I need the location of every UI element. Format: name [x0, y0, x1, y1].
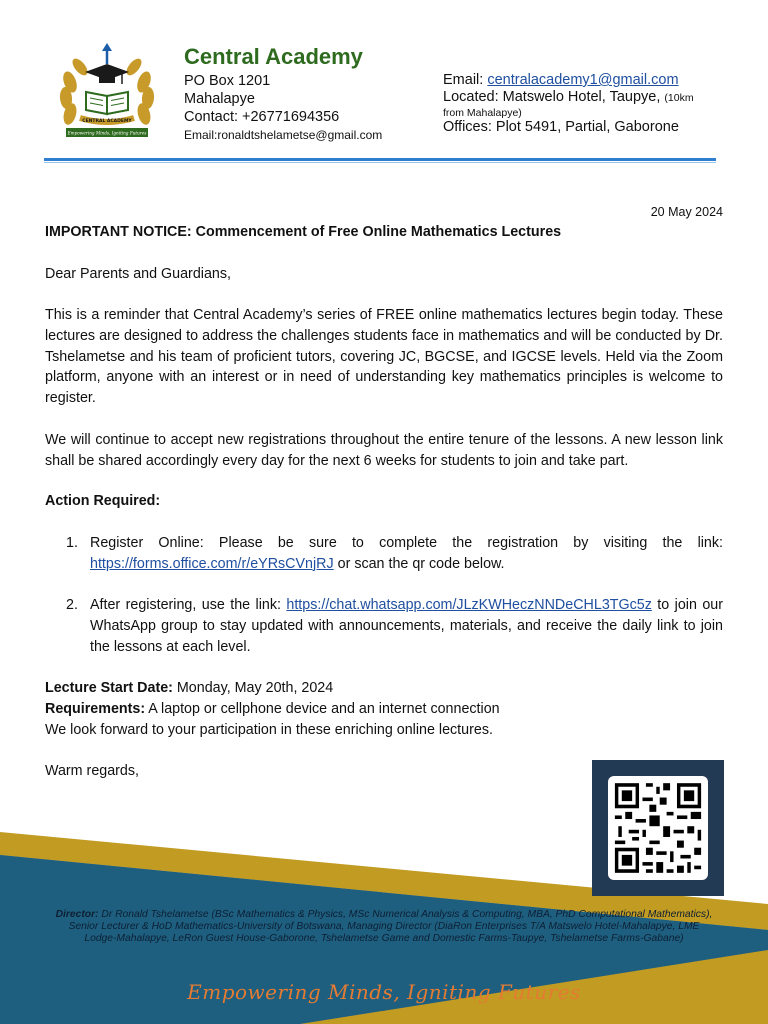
registration-link[interactable]: https://forms.office.com/r/eYRsCVnjRJ: [90, 555, 334, 572]
list-number: 2.: [66, 597, 78, 613]
contact-block: [443, 72, 694, 136]
director-label: Director:: [55, 909, 99, 920]
academy-logo: [52, 42, 162, 142]
requirements-label: Requirements:: [45, 700, 146, 717]
location-text: Located: Matswelo Hotel, Taupye,: [443, 89, 665, 105]
lecture-details: [45, 678, 723, 740]
qr-code[interactable]: [608, 776, 708, 880]
qr-code-icon: [608, 776, 708, 880]
address-line: PO Box 1201: [184, 73, 271, 89]
paragraph-intro: This is a reminder that Central Academy’s series of FREE online mathematics lectures begin today. These lectures are designed to address the challenges students face in mathematics and will be conducted by Dr. Tshelametse and his team of proficient tutors, covering JC, BGCSE, and IGCSE levels. Held via the Zoom platform, anyone with an interest or in need of understanding key mathematics principles is welcome to register.: [45, 307, 723, 407]
closing: Warm regards,: [45, 763, 140, 779]
start-date-line: [45, 678, 723, 699]
requirements-value: A laptop or cellphone device and an internet connection: [145, 700, 500, 717]
forward-line: We look forward to your participation in these enriching online lectures.: [45, 721, 493, 738]
list-number: 1.: [66, 535, 78, 551]
academy-name: Central Academy: [184, 44, 363, 69]
start-date-label: Lecture Start Date:: [45, 680, 173, 696]
paragraph-registrations: We will continue to accept new registrations throughout the entire tenure of the lessons. A new lesson link shall be shared accordingly every day for the next 6 weeks for students to join and take part.: [45, 432, 723, 469]
action-heading: Action Required:: [45, 493, 161, 509]
address-line: Mahalapye: [184, 91, 255, 107]
start-date-value: Monday, May 20th, 2024: [172, 680, 334, 696]
postal-address: [184, 72, 382, 144]
address-line: Contact: +26771694356: [184, 109, 340, 125]
personal-email: Email:ronaldtshelametse@gmail.com: [184, 128, 383, 142]
whatsapp-link[interactable]: https://chat.whatsapp.com/JLzKWHeczNNDeCHL3TGc5z: [286, 597, 652, 613]
director-credits: [55, 909, 713, 945]
item-text: After registering, use the link:: [90, 597, 287, 613]
list-text: [90, 533, 723, 575]
item-text: to join our WhatsApp group to stay updated with announcements, materials, and receive the daily link to join the lessons at each level.: [90, 597, 723, 655]
email-label: Email:: [443, 72, 488, 88]
item-text: Register Online: Please be sure to complete the registration by visiting the link:: [90, 535, 723, 551]
salutation: Dear Parents and Guardians,: [45, 266, 231, 282]
letter-date: 20 May 2024: [650, 205, 723, 219]
list-item: [66, 595, 723, 657]
header-divider: [44, 158, 716, 161]
director-text: Dr Ronald Tshelametse (BSc Mathematics & Physics, MSc Numerical Analysis & Computing, MBA, PhD Computational Mathematics), Senior Lecturer & HoD Mathematics-University of Botswana, Managing Director (DiaRon Enterprises T/A Matswelo Hotel-Mahalapye, LME Lodge-Mahalapye, LeRon Guest House-Gaborone, Tshelametse Game and Domestic Farms-Taupye, Tshelametse Farms-Gabane): [68, 909, 713, 944]
header-divider-thin: [44, 162, 716, 163]
location-note-2: from Mahalapye): [443, 107, 522, 119]
email-link[interactable]: centralacademy1@gmail.com: [487, 72, 679, 88]
location-line: [443, 89, 694, 107]
graduation-cap-icon: [85, 64, 129, 84]
qr-code-frame: [592, 760, 724, 896]
item-text: or scan the qr code below.: [333, 555, 505, 572]
list-item: [66, 533, 723, 575]
email-line: [443, 72, 694, 89]
arrow-up-icon: [102, 43, 112, 64]
location-note: (10km: [664, 92, 694, 104]
offices-line: Offices: Plot 5491, Partial, Gaborone: [443, 119, 679, 135]
footer-tagline: Empowering Minds, Igniting Futures: [187, 980, 581, 1004]
logo-text: CENTRAL ACADEMY: [82, 119, 132, 124]
notice-subject: IMPORTANT NOTICE: Commencement of Free Online Mathematics Lectures: [45, 224, 562, 240]
logo-motto: Empowering Minds, Igniting Futures: [67, 130, 147, 136]
open-book-icon: [86, 92, 128, 114]
requirements-line: [45, 699, 723, 720]
list-text: [90, 595, 723, 657]
